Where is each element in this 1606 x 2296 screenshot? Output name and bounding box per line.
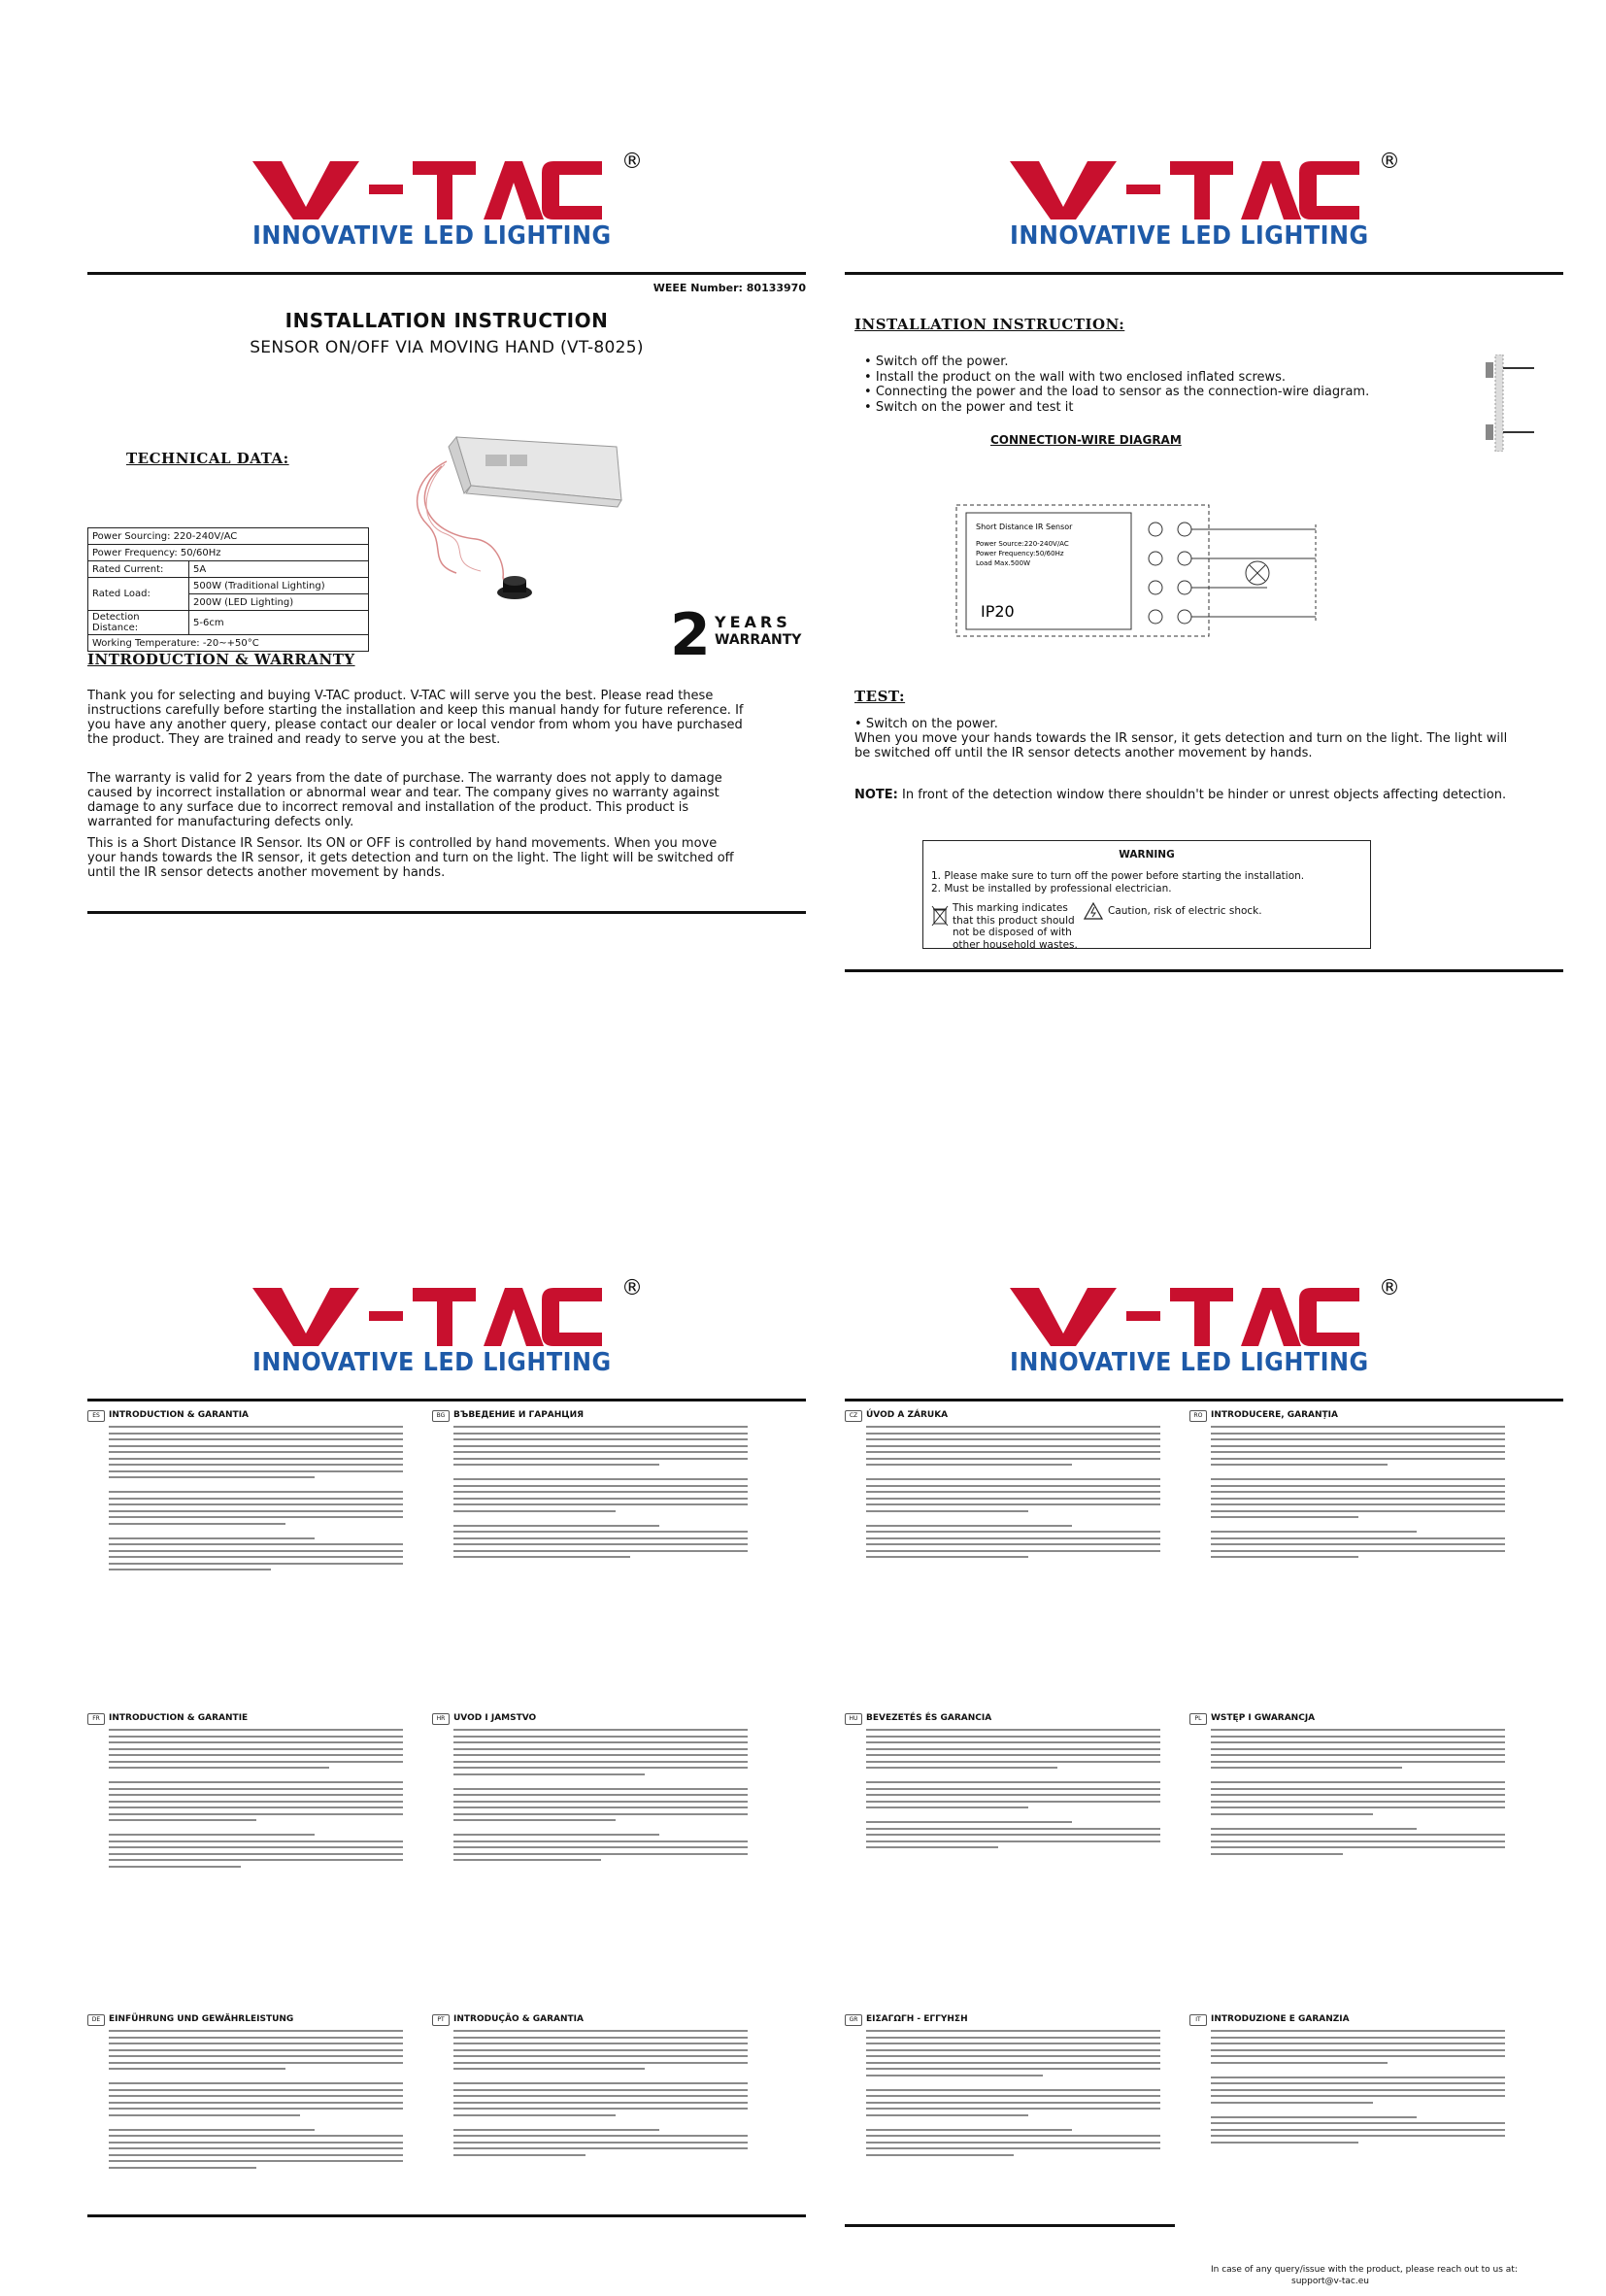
list-item: • Install the product on the wall with two enclosed inflated screws. (864, 370, 1408, 386)
language-flag: PT (432, 2014, 450, 2026)
language-flag: IT (1189, 2014, 1207, 2026)
list-item: • Connecting the power and the load to sensor as the connection-wire diagram. (864, 385, 1408, 400)
tech-label: Rated Load: (88, 578, 189, 611)
lang-block-it (1189, 2014, 1505, 2247)
brand-tagline: INNOVATIVE LED LIGHTING (252, 221, 612, 251)
crossed-bin-icon (931, 905, 949, 927)
screw-mounting-icon (1456, 355, 1544, 452)
registered-mark: ® (1379, 150, 1400, 174)
footer-rule (845, 969, 1563, 972)
brand-tagline: INNOVATIVE LED LIGHTING (1010, 221, 1369, 251)
vtac-logo (233, 150, 670, 251)
lang-heading: INTRODUCERE, GARANȚIA (1211, 1410, 1338, 1420)
note-label: NOTE: (854, 788, 898, 802)
connection-wire-diagram (947, 486, 1335, 660)
tech-value: 50/60Hz (180, 547, 221, 558)
lang-heading: INTRODUZIONE E GARANZIA (1211, 2014, 1350, 2024)
diagram-freq-label: Power Frequency:50/60Hz (976, 550, 1064, 557)
two-years-warranty-badge (670, 601, 802, 669)
lang-block-pl (1189, 1713, 1505, 2005)
diagram-load-label: Load Max.500W (976, 559, 1030, 567)
lang-block-cz (845, 1410, 1160, 1702)
tech-label: Detection Distance: (88, 611, 189, 635)
intro-heading: INTRODUCTION & WARRANTY (87, 651, 355, 668)
install-heading: INSTALLATION INSTRUCTION: (854, 316, 1125, 333)
diagram-title: CONNECTION-WIRE DIAGRAM (990, 433, 1182, 447)
brand-tagline: INNOVATIVE LED LIGHTING (252, 1348, 612, 1377)
lang-block-ro (1189, 1410, 1505, 1702)
diagram-ip-label: IP20 (981, 602, 1015, 621)
lang-block-pt (432, 2014, 748, 2296)
lang-heading: EINFÜHRUNG UND GEWÄHRLEISTUNG (109, 2014, 294, 2024)
diagram-source-label: Power Source:220-240V/AC (976, 540, 1069, 548)
table-row (88, 578, 369, 594)
intro-paragraph: Thank you for selecting and buying V-TAC product. V-TAC will serve you the best. Please read these instructions carefully before starting the installation and keep this manual handy for future reference. If you have any another query, please contact our dealer or local vendor from whom you have purchased the product. They are trained and ready to serve you at the best. (87, 689, 744, 747)
tech-label: Power Sourcing: (92, 530, 171, 542)
diagram-product-label: Short Distance IR Sensor (976, 523, 1073, 531)
language-flag: PL (1189, 1713, 1207, 1725)
lang-text (866, 1426, 1160, 1563)
lang-text (109, 1729, 403, 1872)
lang-block-de (87, 2014, 403, 2296)
lang-block-gr (845, 2014, 1160, 2296)
lang-heading: INTRODUÇÃO & GARANTIA (453, 2014, 584, 2024)
warning-line-2: 2. Must be installed by professional electrician. (931, 883, 1172, 895)
logo-mark (1010, 161, 1359, 219)
table-row (88, 611, 369, 635)
lang-heading: BEVEZETÉS ÉS GARANCIA (866, 1713, 992, 1723)
electric-shock-warning-icon (1084, 902, 1103, 920)
lang-text (453, 1729, 748, 1866)
lang-block-fr (87, 1713, 403, 2005)
tech-value: 200W (LED Lighting) (189, 594, 369, 611)
lang-text (866, 1729, 1160, 1853)
language-flag: ES (87, 1410, 105, 1422)
warning-title: WARNING (1119, 849, 1175, 861)
warning-line-1: 1. Please make sure to turn off the power before starting the installation. (931, 870, 1305, 882)
years-number: 2 (670, 601, 711, 669)
tech-value: 220-240V/AC (173, 530, 238, 542)
footer-rule (87, 911, 806, 914)
tech-label: Working Temperature: (92, 637, 200, 649)
language-flag: BG (432, 1410, 450, 1422)
tech-table (87, 527, 369, 652)
test-bullet-text: Switch on the power. (865, 717, 998, 731)
lang-heading: ВЪВЕДЕНИЕ И ГАРАНЦИЯ (453, 1410, 585, 1420)
lang-text (866, 2030, 1160, 2160)
lang-block-hr (432, 1713, 748, 2005)
install-steps (864, 355, 1408, 415)
logo-mark (252, 161, 602, 219)
contact-text: In case of any query/issue with the product, please reach out to us at: (1211, 2265, 1518, 2275)
note-text: In front of the detection window there shouldn't be hinder or unrest objects affecting detection. (897, 788, 1507, 802)
warranty-paragraph: The warranty is valid for 2 years from the date of purchase. The warranty does not apply to damage caused by incorrect installation or abnormal wear and tear. The company gives no warranty against damage to any surface due to incorrect removal and installation of the product. This product is warranted for manufacturing defects only. (87, 771, 722, 829)
list-item: • Switch on the power and test it (864, 400, 1408, 416)
lang-text (453, 1426, 748, 1563)
lang-heading: INTRODUCTION & GARANTIE (109, 1713, 249, 1723)
vtac-logo (990, 1276, 1427, 1377)
page-1 (87, 126, 806, 1156)
weee-number: WEEE Number: 80133970 (652, 282, 806, 294)
language-flag: GR (845, 2014, 862, 2026)
tech-value: -20~+50°C (202, 637, 259, 649)
list-item: • Switch off the power. (864, 355, 1408, 370)
lang-text (1211, 2030, 1505, 2147)
lang-heading: WSTĘP I GWARANCJA (1211, 1713, 1316, 1723)
tech-value: 5-6cm (189, 611, 369, 635)
lang-heading: INTRODUCTION & GARANTIA (109, 1410, 250, 1420)
test-heading: TEST: (854, 688, 906, 705)
lang-heading: UVOD I JAMSTVO (453, 1713, 537, 1723)
page-2 (845, 126, 1563, 1156)
page-title: INSTALLATION INSTRUCTION (284, 309, 609, 332)
tech-value: 500W (Traditional Lighting) (189, 578, 369, 594)
table-row (88, 528, 369, 545)
years-word: YEARS (715, 613, 791, 631)
footer-rule (87, 2214, 806, 2217)
sensor-paragraph: This is a Short Distance IR Sensor. Its ON or OFF is controlled by hand movements. When you move your hands towards the IR sensor, it gets detection and turn on the light. The light will be switched off until the IR sensor detects another movement by hands. (87, 836, 734, 880)
registered-mark: ® (1379, 1276, 1400, 1300)
warning-box (922, 840, 1371, 949)
contact-email: support@v-tac.eu (1291, 2277, 1369, 2286)
tech-label: Rated Current: (88, 561, 189, 578)
lang-block-bg (432, 1410, 748, 1702)
note (854, 788, 1515, 802)
logo-mark (252, 1288, 602, 1346)
page-subtitle: SENSOR ON/OFF VIA MOVING HAND (VT-8025) (250, 338, 644, 357)
header-rule (87, 272, 806, 275)
tech-value: 5A (189, 561, 369, 578)
header-rule (87, 1399, 806, 1401)
header-rule (845, 1399, 1563, 1401)
test-text: When you move your hands towards the IR sensor, it gets detection and turn on the light. The light will be switched off until the IR sensor detects another movement by hands. (854, 731, 1508, 760)
page-3 (87, 1253, 806, 2282)
warranty-word: WARRANTY (715, 632, 802, 648)
language-flag: HU (845, 1713, 862, 1725)
lang-text (1211, 1729, 1505, 1859)
disposal-marking-text: This marking indicates that this product should not be disposed of with other household wastes. (953, 902, 1078, 951)
language-flag: DE (87, 2014, 105, 2026)
table-row (88, 545, 369, 561)
language-flag: RO (1189, 1410, 1207, 1422)
tech-label: Power Frequency: (92, 547, 178, 558)
table-row (88, 561, 369, 578)
lang-text (109, 1426, 403, 1575)
lang-text (109, 2030, 403, 2173)
page-4 (845, 1253, 1563, 2286)
lang-heading: ΕΙΣΑΓΩΓΗ - ΕΓΓΥΗΣΗ (866, 2014, 968, 2024)
registered-mark: ® (621, 1276, 643, 1300)
vtac-logo (990, 150, 1427, 251)
header-rule (845, 272, 1563, 275)
registered-mark: ® (621, 150, 643, 174)
footer-rule (845, 2224, 1175, 2227)
lang-text (1211, 1426, 1505, 1563)
table-row (88, 635, 369, 652)
product-image (388, 418, 631, 622)
brand-tagline: INNOVATIVE LED LIGHTING (1010, 1348, 1369, 1377)
vtac-logo (233, 1276, 670, 1377)
lang-heading: ÚVOD A ZÁRUKA (866, 1410, 949, 1420)
language-flag: FR (87, 1713, 105, 1725)
lang-block-es (87, 1410, 403, 1702)
lang-block-hu (845, 1713, 1160, 2005)
tech-heading: TECHNICAL DATA: (126, 450, 289, 467)
logo-mark (1010, 1288, 1359, 1346)
language-flag: CZ (845, 1410, 862, 1422)
test-bullet: • Switch on the power. (854, 717, 998, 731)
lang-text (453, 2030, 748, 2160)
language-flag: HR (432, 1713, 450, 1725)
caution-text: Caution, risk of electric shock. (1108, 905, 1262, 917)
